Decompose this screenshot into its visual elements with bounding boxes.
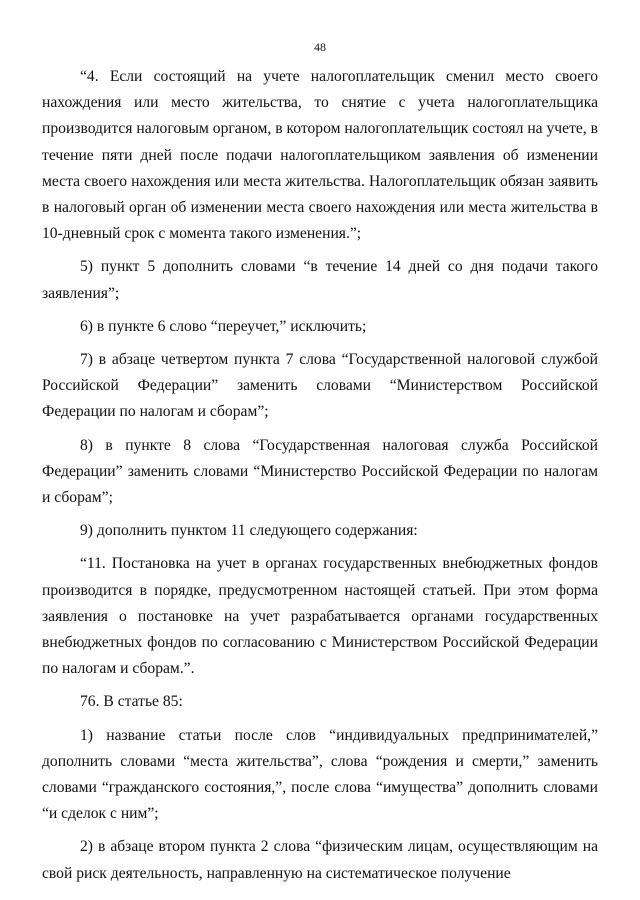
paragraph-item-4-deregistration: “4. Если состоящий на учете налогоплательщик сменил место своего нахождения или место жительства, то снятие с учета налогоплательщика производится налоговым органом, в котором налогоплательщик состоял на учете, в течение пяти дней после подачи налогоплательщиком заявления об изменении места своего нахождения или места жительства. Налогоплательщик обязан заявить в налоговый орган об изменении места своего нахождения или места жительства в 10-дневный срок с момента такого изменения.”; <box>42 68 598 243</box>
paragraph-subitem-1-title: 1) название статьи после слов “индивидуальных предпринимателей,” дополнить словами “места жительства”, слова “рождения и смерти,” заменить словами “гражданского состояния,”, после слова “имущества” дополнить словами “и сделок с ним”; <box>42 726 598 823</box>
page-number: 48 <box>314 40 326 54</box>
paragraph-subitem-6: 6) в пункте 6 слово “переучет,” исключить; <box>80 317 367 335</box>
paragraph-subitem-9: 9) дополнить пунктом 11 следующего содержания: <box>80 522 418 540</box>
paragraph-subitem-2-partial: 2) в абзаце втором пункта 2 слова “физическим лицам, осуществляющим на свой риск деятельность, направленную на систематическое получение <box>42 838 598 882</box>
paragraph-subitem-8: 8) в пункте 8 слова “Государственная налоговая служба Российской Федерации” заменить словами “Министерство Российской Федерации по налогам и сборам”; <box>42 436 598 507</box>
paragraph-item-11-text: “11. Постановка на учет в органах государственных внебюджетных фондов производится в порядке, предусмотренном настоящей статьей. При этом форма заявления о постановке на учет разрабатывается органами государственных внебюджетных фондов по согласованию с Министерством Российской Федерации по налогам и сборам.”. <box>42 555 598 678</box>
paragraph-subitem-5: 5) пункт 5 дополнить словами “в течение 14 дней со дня подачи такого заявления”; <box>42 258 598 302</box>
paragraph-subitem-7: 7) в абзаце четвертом пункта 7 слова “Государственной налоговой службой Российской Федерации” заменить словами “Министерством Российской Федерации по налогам и сборам”; <box>42 351 598 421</box>
paragraph-section-76: 76. В статье 85: <box>80 693 183 711</box>
document-body <box>42 64 598 894</box>
